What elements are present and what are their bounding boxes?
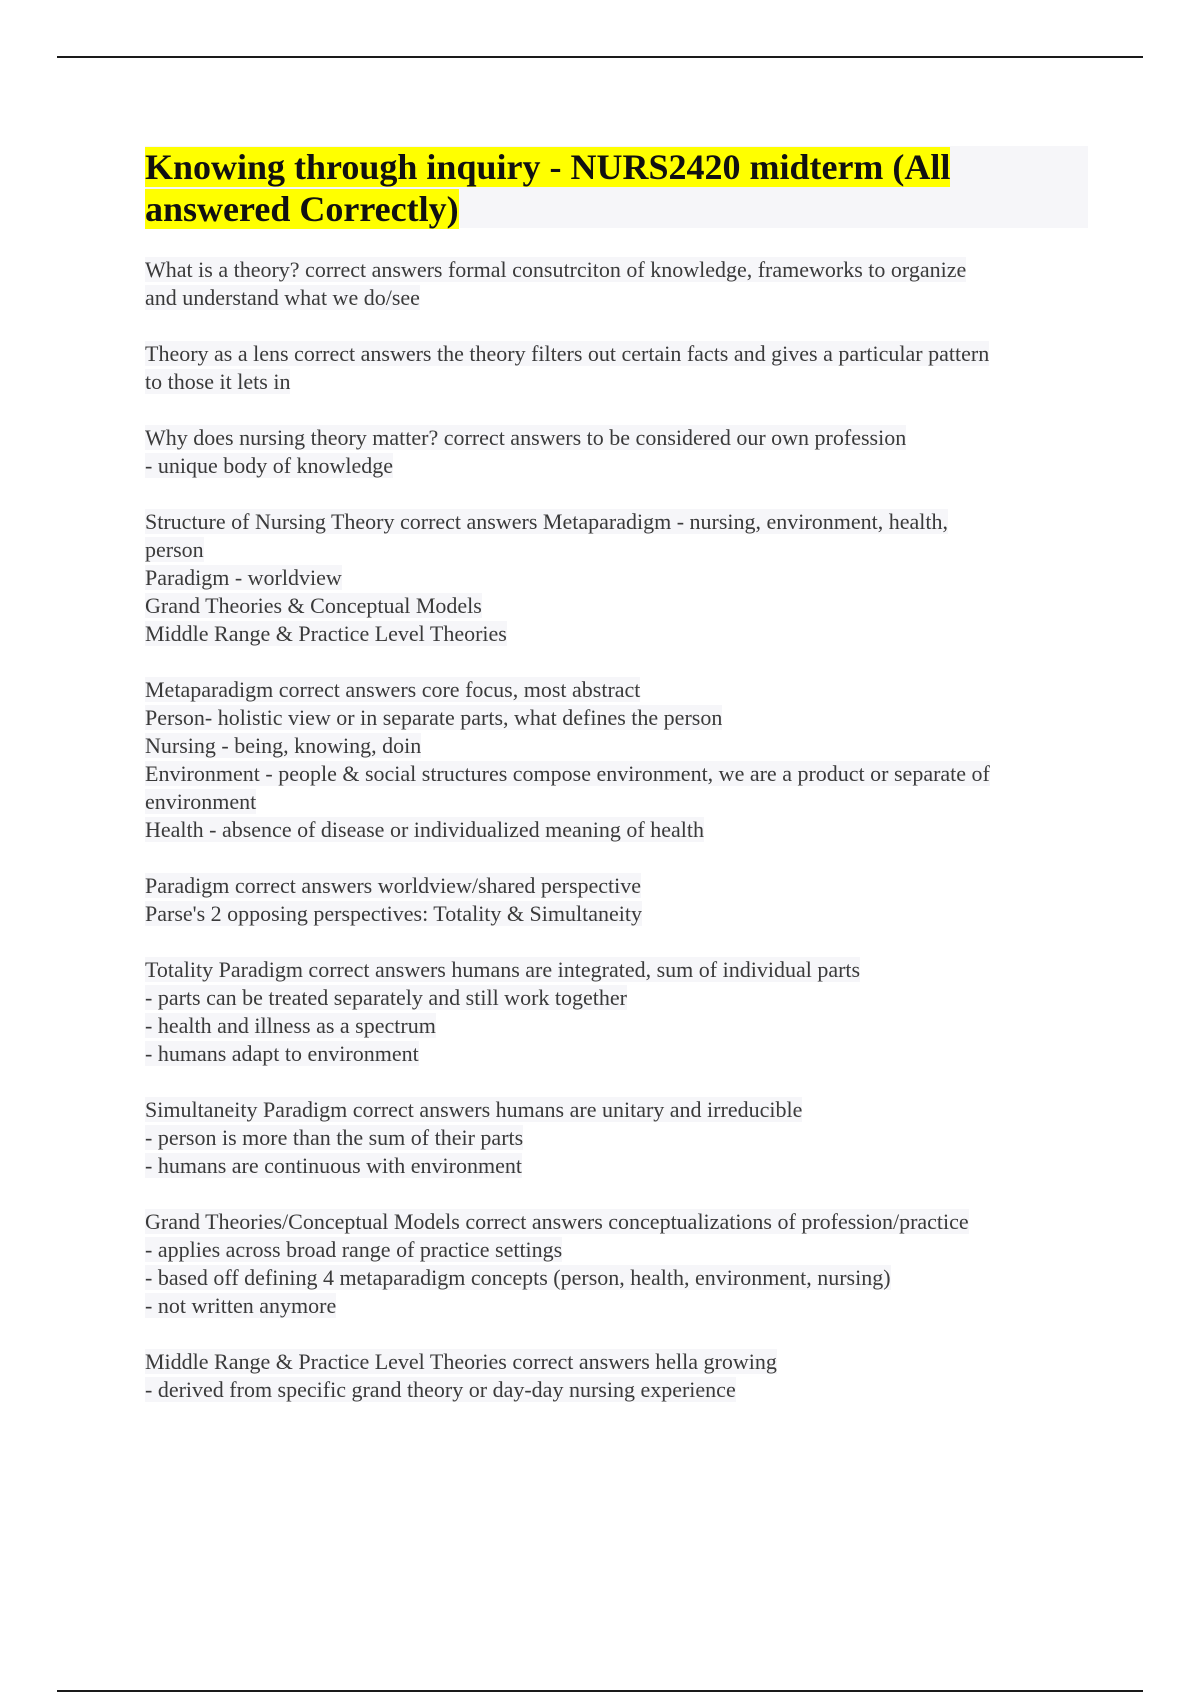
entry-line-text: Theory as a lens correct answers the theory filters out certain facts and gives a particular pattern	[145, 341, 990, 366]
entry-line-text: Totality Paradigm correct answers humans are integrated, sum of individual parts	[145, 957, 861, 982]
entry-line	[145, 424, 1105, 452]
entry-line	[145, 956, 1105, 984]
entry-line-text: - unique body of knowledge	[145, 453, 394, 478]
entry-line-text: to those it lets in	[145, 369, 291, 394]
entry-line	[145, 452, 1105, 480]
entry-line	[145, 872, 1105, 900]
qa-entry	[145, 256, 1105, 312]
entry-line-text: What is a theory? correct answers formal consutrciton of knowledge, frameworks to organize	[145, 257, 967, 282]
entry-line-text: person	[145, 537, 204, 562]
entry-line	[145, 564, 1105, 592]
entry-line-text: - humans are continuous with environment	[145, 1153, 522, 1178]
entry-line	[145, 1012, 1105, 1040]
entry-line	[145, 816, 1105, 844]
entry-line	[145, 1236, 1105, 1264]
entry-line	[145, 620, 1105, 648]
entry-line-text: Parse's 2 opposing perspectives: Totality & Simultaneity	[145, 901, 642, 926]
qa-entry	[145, 956, 1105, 1068]
entry-line-text: Health - absence of disease or individualized meaning of health	[145, 817, 704, 842]
entry-line-text: - humans adapt to environment	[145, 1041, 419, 1066]
title-block	[145, 146, 1088, 228]
document-body	[145, 256, 1105, 1432]
entry-line	[145, 592, 1105, 620]
entry-line-text: - person is more than the sum of their parts	[145, 1125, 524, 1150]
entry-line	[145, 1152, 1105, 1180]
entry-line-text: - health and illness as a spectrum	[145, 1013, 436, 1038]
entry-line	[145, 704, 1105, 732]
entry-line-text: Paradigm correct answers worldview/shared perspective	[145, 873, 642, 898]
entry-line-text: Simultaneity Paradigm correct answers humans are unitary and irreducible	[145, 1097, 803, 1122]
entry-line	[145, 788, 1105, 816]
qa-entry	[145, 676, 1105, 844]
qa-entry	[145, 1208, 1105, 1320]
entry-line-text: Environment - people & social structures compose environment, we are a product or separate of	[145, 761, 990, 786]
qa-entry	[145, 340, 1105, 396]
qa-entry	[145, 1096, 1105, 1180]
top-rule	[57, 56, 1143, 58]
entry-line	[145, 1124, 1105, 1152]
qa-entry	[145, 1348, 1105, 1404]
entry-line-text: Person- holistic view or in separate parts, what defines the person	[145, 705, 723, 730]
bottom-rule	[57, 1690, 1143, 1692]
entry-line-text: - parts can be treated separately and still work together	[145, 985, 627, 1010]
entry-line-text: Paradigm - worldview	[145, 565, 342, 590]
entry-line-text: Middle Range & Practice Level Theories	[145, 621, 507, 646]
entry-line	[145, 284, 1105, 312]
entry-line	[145, 1376, 1105, 1404]
entry-line-text: - based off defining 4 metaparadigm concepts (person, health, environment, nursing)	[145, 1265, 891, 1290]
entry-line	[145, 760, 1105, 788]
entry-line	[145, 340, 1105, 368]
entry-line	[145, 1348, 1105, 1376]
entry-line-text: - not written anymore	[145, 1293, 337, 1318]
entry-line	[145, 536, 1105, 564]
qa-entry	[145, 424, 1105, 480]
entry-line-text: Middle Range & Practice Level Theories correct answers hella growing	[145, 1349, 777, 1374]
entry-line	[145, 1208, 1105, 1236]
entry-line-text: - derived from specific grand theory or day-day nursing experience	[145, 1377, 736, 1402]
entry-line-text: Nursing - being, knowing, doin	[145, 733, 422, 758]
entry-line	[145, 508, 1105, 536]
entry-line-text: Grand Theories/Conceptual Models correct answers conceptualizations of profession/practice	[145, 1209, 969, 1234]
entry-line	[145, 1096, 1105, 1124]
entry-line	[145, 984, 1105, 1012]
entry-line-text: Why does nursing theory matter? correct answers to be considered our own profession	[145, 425, 907, 450]
qa-entry	[145, 508, 1105, 648]
entry-line	[145, 1264, 1105, 1292]
qa-entry	[145, 872, 1105, 928]
entry-line	[145, 1040, 1105, 1068]
entry-line	[145, 256, 1105, 284]
entry-line	[145, 1292, 1105, 1320]
entry-line-text: and understand what we do/see	[145, 285, 420, 310]
entry-line	[145, 732, 1105, 760]
entry-line-text: environment	[145, 789, 257, 814]
entry-line-text: Structure of Nursing Theory correct answers Metaparadigm - nursing, environment, health,	[145, 509, 948, 534]
entry-line-text: - applies across broad range of practice settings	[145, 1237, 563, 1262]
entry-line	[145, 368, 1105, 396]
entry-line-text: Metaparadigm correct answers core focus, most abstract	[145, 677, 641, 702]
entry-line	[145, 900, 1105, 928]
entry-line-text: Grand Theories & Conceptual Models	[145, 593, 482, 618]
document-title	[145, 146, 1088, 230]
document-title-text: Knowing through inquiry - NURS2420 midterm (All answered Correctly)	[145, 147, 951, 229]
entry-line	[145, 676, 1105, 704]
